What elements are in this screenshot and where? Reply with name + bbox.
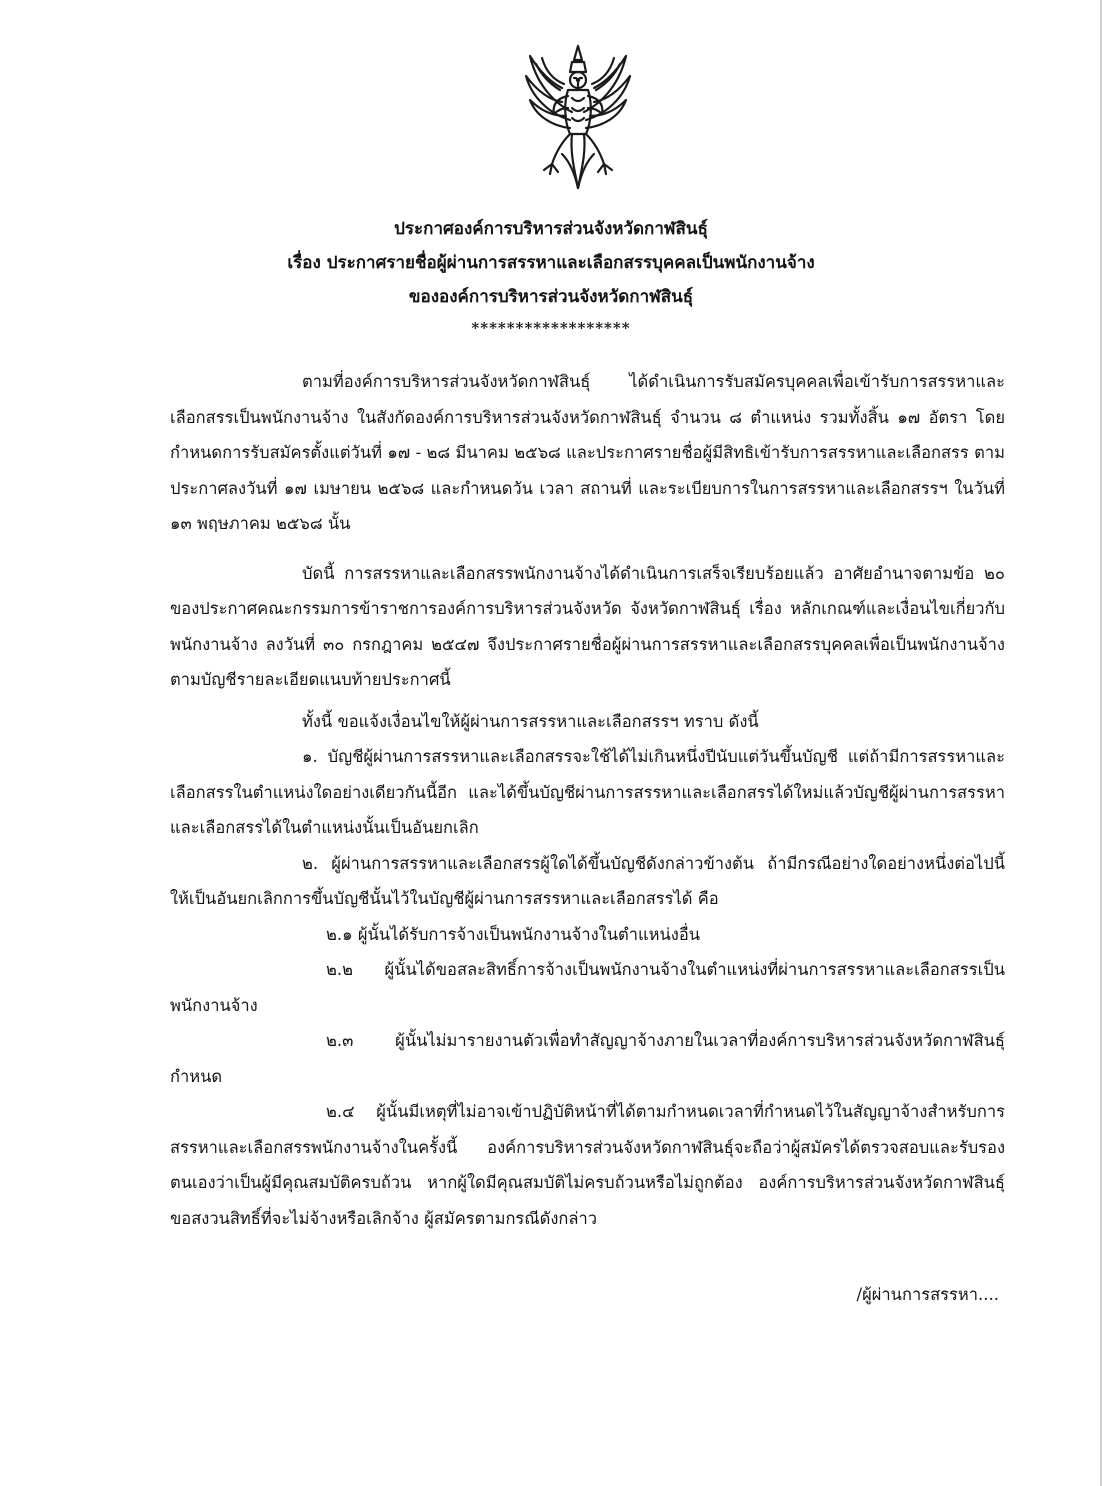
paragraph-background: ตามที่องค์การบริหารส่วนจังหวัดกาฬสินธุ์ ได้ดำเนินการรับสมัครบุคคลเพื่อเข้ารับการสรรหาและเลือกสรรเป็นพนักงานจ้าง ในสังกัดองค์การบริหารส่วนจังหวัดกาฬสินธุ์ จำนวน ๘ ตำแหน่ง รวมทั้งสิ้น ๑๗ อัตรา โดยกำหนดการรับสมัครตั้งแต่วันที่ ๑๗ - ๒๘ มีนาคม ๒๕๖๘ และประกาศรายชื่อผู้มีสิทธิเข้ารับการสรรหาและเลือกสรร ตามประกาศลงวันที่ ๑๗ เมษายน ๒๕๖๘ และกำหนดวัน เวลา สถานที่ และระเบียบการในการสรรหาและเลือกสรรฯ ในวันที่ ๑๓ พฤษภาคม ๒๕๖๘ นั้น — [170, 372, 1005, 533]
condition-2-1: ๒.๑ ผู้นั้นได้รับการจ้างเป็นพนักงานจ้างในตำแหน่งอื่น — [326, 924, 701, 944]
condition-2-3: ๒.๓ ผู้นั้นไม่มารายงานตัวเพื่อทำสัญญาจ้างภายในเวลาที่องค์การบริหารส่วนจังหวัดกาฬสินธุ์กำหนด — [170, 1031, 1005, 1086]
garuda-emblem-icon — [522, 42, 634, 192]
condition-2-4: ๒.๔ ผู้นั้นมีเหตุที่ไม่อาจเข้าปฏิบัติหน้าที่ได้ตามกำหนดเวลาที่กำหนดไว้ในสัญญาจ้างสำหรับการสรรหาและเลือกสรรพนักงานจ้างในครั้งนี้ องค์การบริหารส่วนจังหวัดกาฬสินธุ์จะถือว่าผู้สมัครได้ตรวจสอบและรับรองตนเองว่าเป็นผู้มีคุณสมบัติครบถ้วน หากผู้ใดมีคุณสมบัติไม่ครบถ้วนหรือไม่ถูกต้อง องค์การบริหารส่วนจังหวัดกาฬสินธุ์ขอสงวนสิทธิ์ที่จะไม่จ้างหรือเลิกจ้าง ผู้สมัครตามกรณีดังกล่าว — [170, 1102, 1005, 1228]
heading-organization: ขององค์การบริหารส่วนจังหวัดกาฬสินธุ์ — [408, 287, 694, 307]
announcement-heading — [0, 212, 1102, 314]
page-continuation: /ผู้ผ่านการสรรหา.... — [856, 1285, 999, 1304]
paragraph-conditions-intro: ทั้งนี้ ขอแจ้งเงื่อนไขให้ผู้ผ่านการสรรหาและเลือกสรรฯ ทราบ ดังนี้ — [302, 711, 759, 731]
paragraph-authority: บัดนี้ การสรรหาและเลือกสรรพนักงานจ้างได้ดำเนินการเสร็จเรียบร้อยแล้ว อาศัยอำนาจตามข้อ ๒๐ ของประกาศคณะกรรมการข้าราชการองค์การบริหารส่วนจังหวัด จังหวัดกาฬสินธุ์ เรื่อง หลักเกณฑ์และเงื่อนไขเกี่ยวกับพนักงานจ้าง ลงวันที่ ๓๐ กรกฎาคม ๒๕๔๗ จึงประกาศรายชื่อผู้ผ่านการสรรหาและเลือกสรรบุคคลเพื่อเป็นพนักงานจ้าง ตามบัญชีรายละเอียดแนบท้ายประกาศนี้ — [170, 563, 1005, 689]
condition-2: ๒. ผู้ผ่านการสรรหาและเลือกสรรผู้ใดได้ขึ้นบัญชีดังกล่าวข้างต้น ถ้ามีกรณีอย่างใดอย่างหนึ่งต่อไปนี้ให้เป็นอันยกเลิกการขึ้นบัญชีนั้นไว้ในบัญชีผู้ผ่านการสรรหาและเลือกสรรได้ คือ — [170, 853, 1005, 908]
announcement-body — [170, 364, 1005, 1236]
condition-1: ๑. บัญชีผู้ผ่านการสรรหาและเลือกสรรจะใช้ได้ไม่เกินหนึ่งปีนับแต่วันขึ้นบัญชี แต่ถ้ามีการสรรหาและเลือกสรรในตำแหน่งใดอย่างเดียวกันนี้อีก และได้ขึ้นบัญชีผ่านการสรรหาและเลือกสรรได้ใหม่แล้วบัญชีผู้ผ่านการสรรหาและเลือกสรรได้ในตำแหน่งนั้นเป็นอันยกเลิก — [170, 747, 1005, 837]
heading-subject: เรื่อง ประกาศรายชื่อผู้ผ่านการสรรหาและเลือกสรรบุคคลเป็นพนักงานจ้าง — [287, 253, 815, 273]
heading-title: ประกาศองค์การบริหารส่วนจังหวัดกาฬสินธุ์ — [394, 219, 708, 239]
heading-separator: ****************** — [471, 319, 631, 337]
condition-2-2: ๒.๒ ผู้นั้นได้ขอสละสิทธิ์การจ้างเป็นพนักงานจ้างในตำแหน่งที่ผ่านการสรรหาและเลือกสรรเป็นพนักงานจ้าง — [170, 960, 1005, 1015]
